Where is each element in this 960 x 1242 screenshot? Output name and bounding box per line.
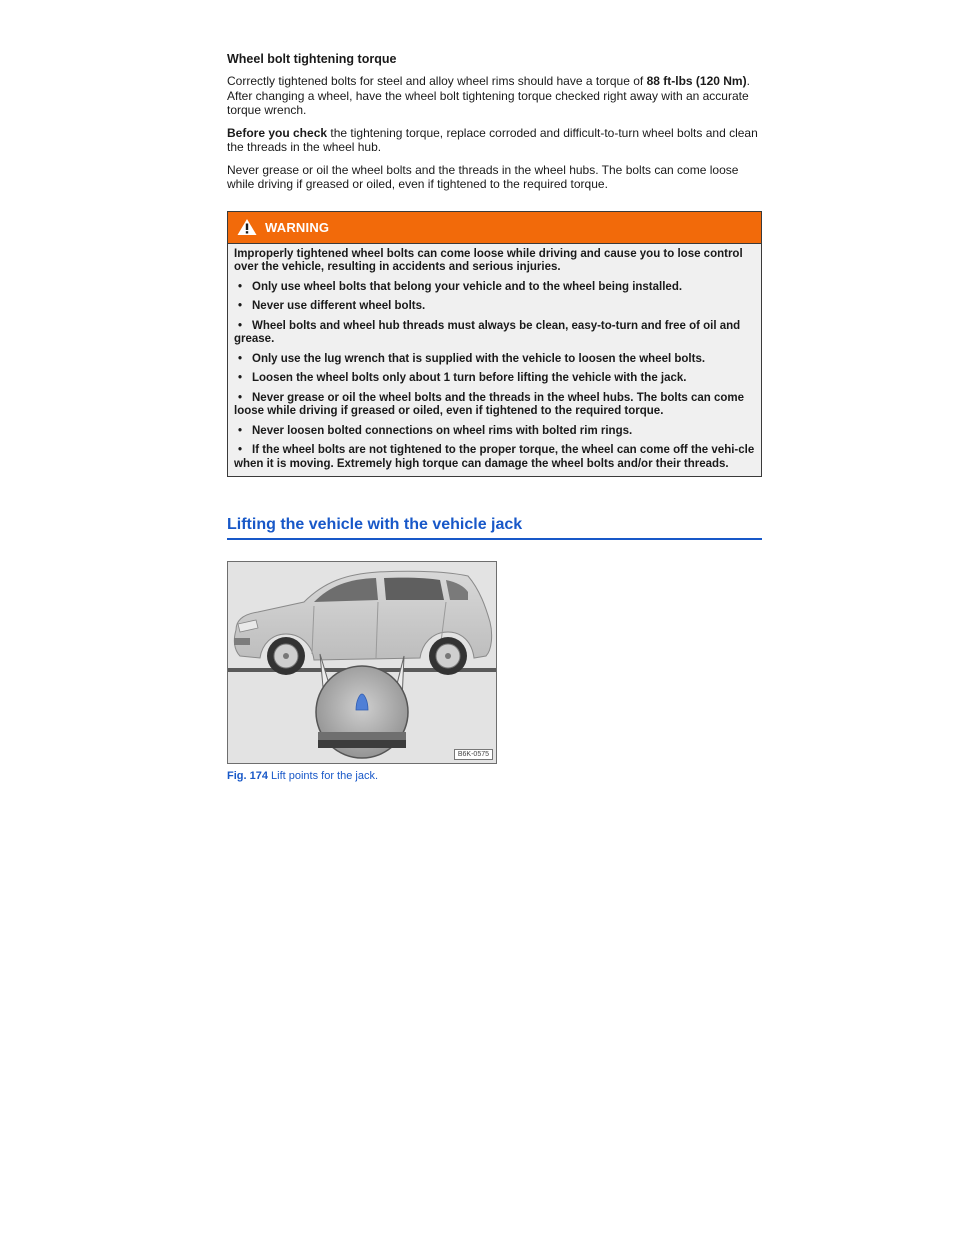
warning-item: • Never grease or oil the wheel bolts and the threads in the wheel hubs. The bolts can come loose while driving if greased or oiled, even if tightened to the required torque. xyxy=(234,391,745,417)
torque-paragraph-2: Before you check the tightening torque, replace corroded and difficult-to-turn wheel bolts and clean the threads in the wheel hub. xyxy=(227,125,758,154)
car-lift-points-illustration xyxy=(228,562,496,763)
warning-header xyxy=(228,212,761,244)
warning-triangle-icon xyxy=(237,218,257,236)
warning-item: • Never use different wheel bolts. xyxy=(238,300,426,312)
warning-title: WARNING xyxy=(265,219,330,235)
manual-page xyxy=(227,52,762,782)
warning-body xyxy=(228,244,761,477)
torque-paragraph-3: Never grease or oil the wheel bolts and the threads in the wheel hubs. The bolts can come loose while driving if greased or oiled, even if tightened to the required torque. xyxy=(227,162,739,191)
warning-item: • Wheel bolts and wheel hub threads must always be clean, easy-to-turn and free of oil and grease. xyxy=(234,319,741,345)
warning-item: • Only use wheel bolts that belong your vehicle and to the wheel being installed. xyxy=(238,280,683,293)
section-heading: Lifting the vehicle with the vehicle jack xyxy=(227,515,762,540)
figure-code: B6K-0575 xyxy=(454,749,493,760)
warning-box xyxy=(227,211,762,478)
warning-item: • If the wheel bolts are not tightened to the proper torque, the wheel can come off the vehi-cle when it is moving. Extremely high torque can damage the wheel bolts and/or their threads. xyxy=(234,444,755,470)
figure-label: Fig. 174 xyxy=(227,770,268,782)
warning-list xyxy=(234,281,755,472)
figure-lift-points xyxy=(227,561,497,764)
warning-item: • Only use the lug wrench that is supplied with the vehicle to loosen the wheel bolts. xyxy=(238,352,706,365)
torque-paragraph-1: Correctly tightened bolts for steel and alloy wheel rims should have a torque of 88 ft-lbs (120 Nm). After changing a wheel, have the wheel bolt tightening torque checked right away with an accurate torque wrench. xyxy=(227,74,750,117)
torque-value: 88 ft-lbs (120 Nm) xyxy=(646,74,747,88)
torque-heading: Wheel bolt tightening torque xyxy=(227,52,397,66)
warning-item: • Never loosen bolted connections on wheel rims with bolted rim rings. xyxy=(238,424,633,437)
figure-caption: Fig. 174 Lift points for the jack. xyxy=(227,770,379,782)
warning-item: • Loosen the wheel bolts only about 1 turn before lifting the vehicle with the jack. xyxy=(238,372,687,384)
warning-intro: Improperly tightened wheel bolts can come loose while driving and cause you to lose control over the vehicle, resulting in accidents and serious injuries. xyxy=(234,247,743,273)
